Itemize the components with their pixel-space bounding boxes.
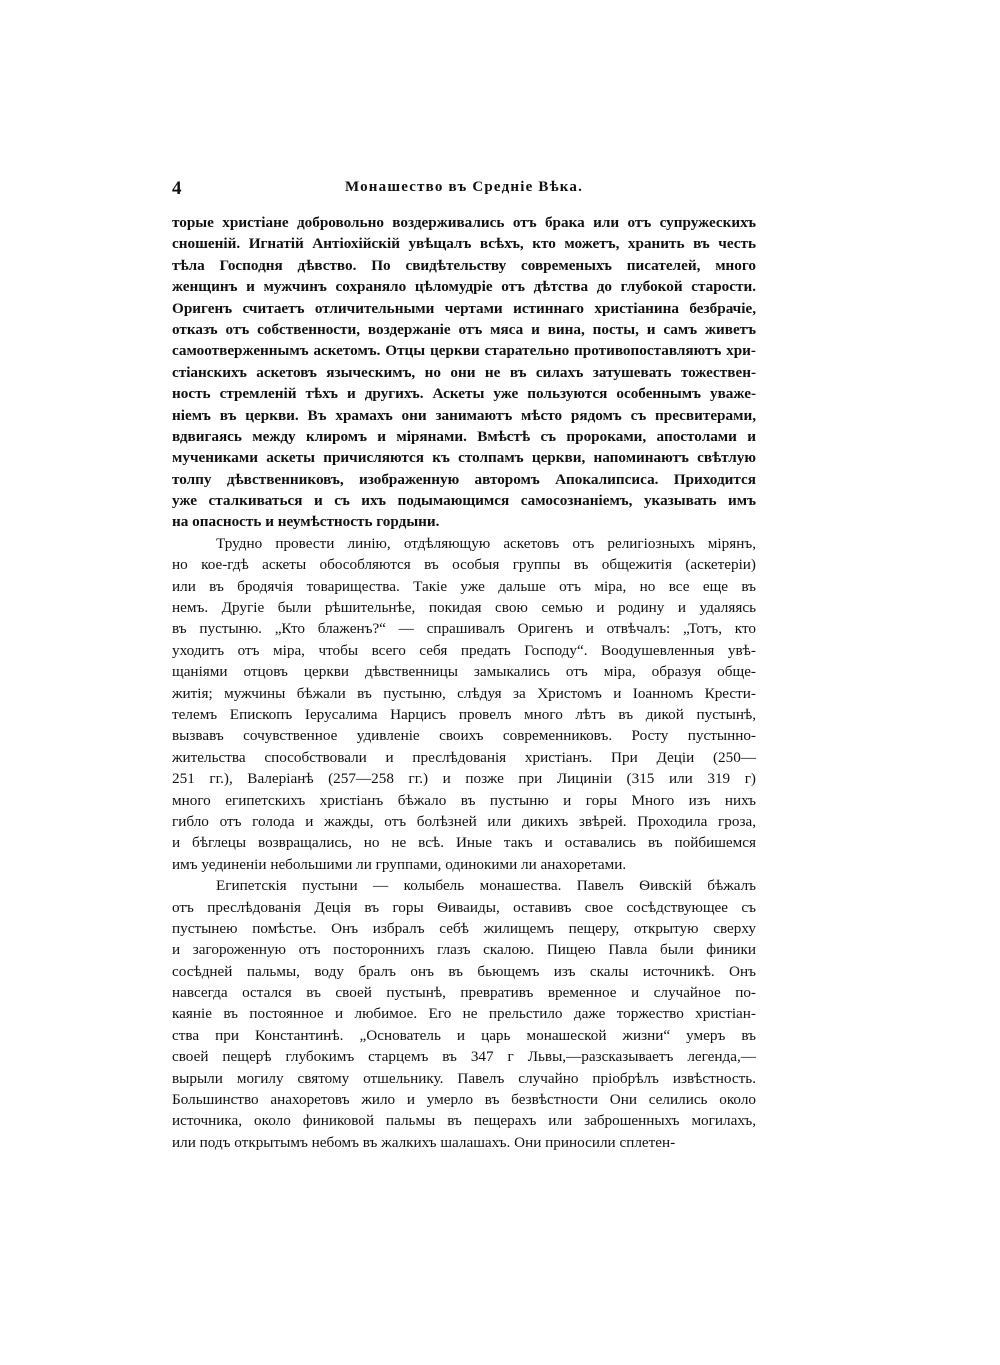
- text-line: 251 гг.), Валерiанѣ (257—258 гг.) и позже при Лицинiи (315 или 319 г): [172, 770, 756, 788]
- text-line: отказъ отъ собственности, воздержанiе отъ мяса и вина, посты, и самъ живетъ: [172, 320, 756, 338]
- text-line: въ пустыню. „Кто блаженъ?“ — спрашивалъ Оригенъ и отвѣчалъ: „Тотъ, кто: [172, 620, 756, 638]
- text-line: вдвигаясь между клиромъ и мiрянами. Вмѣстѣ съ пророками, апостолами и: [172, 427, 756, 445]
- text-line: жительства способствовали и преслѣдованiя христiанъ. При Децiи (250—: [172, 748, 756, 766]
- paragraph-2: [172, 533, 756, 875]
- text-line: имъ уединенiи небольшими ли группами, одинокими ли анахоретами.: [172, 855, 627, 873]
- text-line: Большинство анахоретовъ жило и умерло въ безвѣстности Они селились около: [172, 1091, 756, 1109]
- text-line: или въ бродячiя товарищества. Такiе уже дальше отъ мiра, но все еще въ: [172, 577, 756, 595]
- text-line: уходитъ отъ мiра, чтобы всего себя предать Господу“. Воодушевленныя увѣ-: [172, 641, 756, 659]
- text-line: телемъ Епископъ Iерусалима Нарцисъ провелъ много лѣтъ въ дикой пустынѣ,: [172, 705, 756, 723]
- paragraph-1: [172, 212, 756, 533]
- text-line: сношенiй. Игнатiй Антiохiйскiй увѣщалъ всѣхъ, кто можетъ, хранить въ честь: [172, 235, 756, 253]
- text-line: стiанскихъ аскетовъ языческимъ, но они не въ силахъ затушевать тожествен-: [172, 363, 756, 381]
- text-line: нiемъ въ церкви. Въ храмахъ они занимаютъ мѣсто рядомъ съ пресвитерами,: [172, 406, 756, 424]
- text-line: Трудно провести линiю, отдѣляющую аскетовъ отъ религiозныхъ мiрянъ,: [216, 534, 756, 552]
- text-line: Египетскiя пустыни — колыбель монашества. Павелъ Ѳивскiй бѣжалъ: [216, 877, 756, 895]
- text-line: пустынею помѣстье. Онъ избралъ себѣ жилищемъ пещеру, открытую сверху: [172, 919, 756, 937]
- text-line: вызвавъ сочувственное удивленiе своихъ современниковъ. Росту пустынно-: [172, 727, 756, 745]
- text-line: или подъ открытымъ небомъ въ жалкихъ шалашахъ. Они приносили сплетен-: [172, 1133, 676, 1151]
- running-header: [172, 178, 756, 202]
- text-line: каянiе въ постоянное и любимое. Его не прельстило даже торжество христiан-: [172, 1005, 756, 1023]
- text-line: ства при Константинѣ. „Основатель и царь монашеской жизни“ умеръ въ: [172, 1026, 756, 1044]
- body-text: [172, 212, 756, 1153]
- text-line: и бѣглецы возвращались, но не всѣ. Иные такъ и оставались въ пойбишемся: [172, 834, 756, 852]
- text-line: отъ преслѣдованiя Децiя въ горы Ѳиваиды, оставивъ свое сосѣдствующее съ: [172, 898, 756, 916]
- text-line: тѣла Господня дѣвство. По свидѣтельству современыхъ писателей, много: [172, 256, 756, 274]
- text-line: и загороженную отъ постороннихъ глазъ скалою. Пищею Павла были финики: [172, 941, 756, 959]
- text-line: источника, около финиковой пальмы въ пещерахъ или заброшенныхъ могилахъ,: [172, 1112, 756, 1130]
- running-title: Монашество въ Средніе Вѣка.: [344, 179, 584, 195]
- text-line: ность стремленiй тѣхъ и другихъ. Аскеты уже пользуются особеннымъ уваже-: [172, 385, 756, 403]
- text-line: уже сталкиваться и съ ихъ подымающимся самосознанiемъ, указывать имъ: [172, 492, 756, 510]
- text-line: житiя; мужчины бѣжали въ пустыню, слѣдуя за Христомъ и Iоанномъ Крести-: [172, 684, 756, 702]
- text-line: своей пещерѣ глубокимъ старцемъ въ 347 г Львы,—разсказываетъ легенда,—: [172, 1048, 756, 1066]
- text-line: навсегда остался въ своей пустынѣ, превративъ временное и случайное по-: [172, 984, 756, 1002]
- text-line: много египетскихъ христiанъ бѣжало въ пустыню и горы Много изъ нихъ: [172, 791, 756, 809]
- text-line: немъ. Другiе были рѣшительнѣе, покидая свою семью и родину и удаляясь: [172, 599, 756, 617]
- paragraph-3: [172, 875, 756, 1153]
- text-line: вырыли могилу святому отшельнику. Павелъ случайно прiобрѣлъ извѣстность.: [172, 1069, 756, 1087]
- text-line: женщинъ и мужчинъ сохраняло цѣломудрiе отъ дѣтства до глубокой старости.: [172, 278, 756, 296]
- text-line: сосѣдней пальмы, воду бралъ онъ въ бьющемъ изъ скалы источникѣ. Онъ: [172, 962, 756, 980]
- text-line: щанiями отцовъ церкви дѣвственницы замыкались отъ мiра, образуя обще-: [172, 663, 756, 681]
- text-line: самоотверженнымъ аскетомъ. Отцы церкви старательно противопоставляютъ хри-: [172, 342, 756, 360]
- text-line: гибло отъ голода и жажды, отъ болѣзней или дикихъ звѣрей. Проходила гроза,: [172, 812, 756, 830]
- text-line: толпу дѣвственниковъ, изображенную авторомъ Апокалипсиса. Приходится: [172, 470, 756, 488]
- text-line: торые христiане добровольно воздерживались отъ брака или отъ супружескихъ: [172, 214, 756, 231]
- text-line: на опасность и неумѣстность гордыни.: [172, 513, 440, 531]
- text-line: но кое-гдѣ аскеты обособляются въ особыя группы въ общежитiя (аскетерiи): [172, 556, 756, 574]
- text-line: мучениками аскеты причисляются къ столпамъ церкви, напоминаютъ свѣтлую: [172, 449, 756, 467]
- page-number: 4: [172, 178, 182, 199]
- text-line: Оригенъ считаетъ отличительными чертами истиннаго христiанина безбрачiе,: [172, 299, 756, 317]
